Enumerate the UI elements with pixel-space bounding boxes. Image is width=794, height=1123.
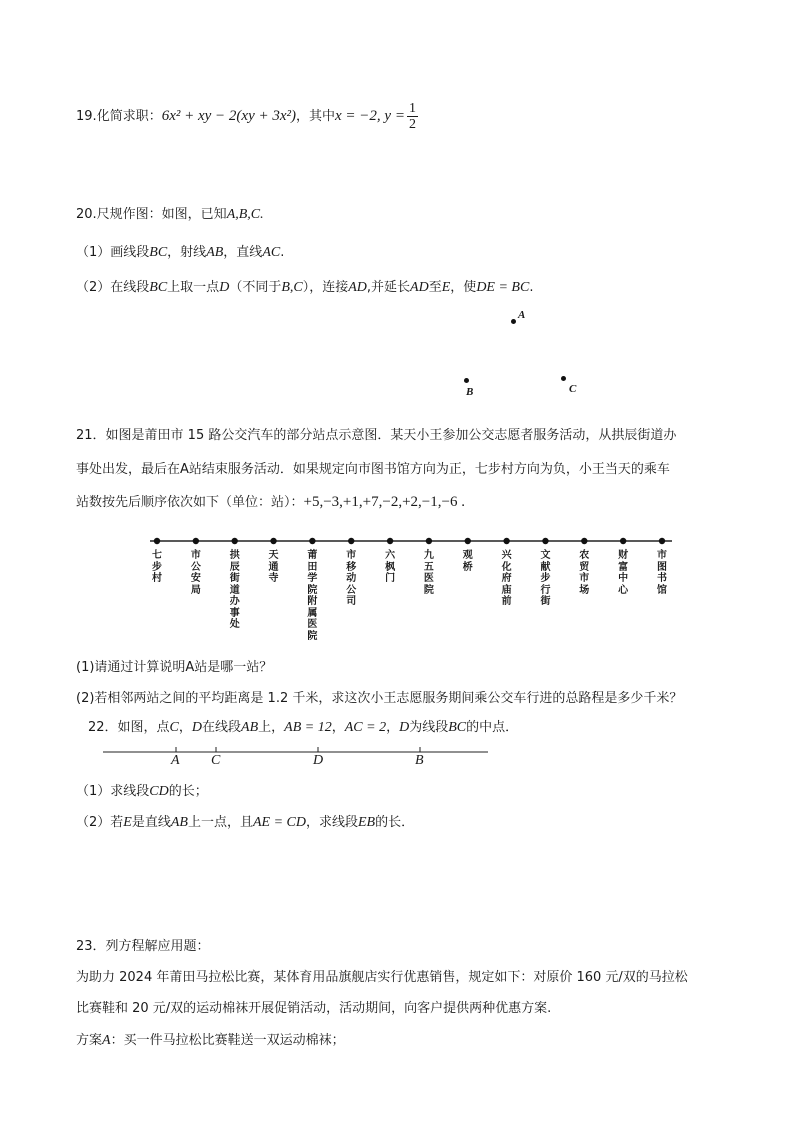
ride-values: +5,−3,+1,+7,−2,+2,−1,−6 .	[303, 494, 465, 510]
question-19-expression: 6x² + xy − 2(xy + 3x²)	[161, 108, 296, 124]
question-21-line-2: 事处出发，最后在A站结束服务活动．如果规定向市图书馆方向为正，七步村方向为负，小王当天的乘车	[76, 462, 670, 477]
bus-stop-label: 六枫门	[385, 550, 396, 584]
question-20-part-1: （1）画线段BC，射线AB，直线AC.	[76, 245, 285, 260]
bus-stop-label: 市公安局	[190, 550, 201, 596]
bus-stop-label: 九五医院	[423, 550, 434, 596]
bus-stop-label: 文献步行街	[540, 550, 551, 607]
bus-stop-label: 农贸市场	[579, 550, 590, 596]
point-b-label: B	[466, 386, 474, 398]
question-20-given: A,B,C.	[226, 207, 264, 222]
segment-label-a: A	[171, 753, 180, 768]
question-21-line-1: 21．如图是莆田市 15 路公交汽车的部分站点示意图．某天小王参加公交志愿者服务活动，从拱辰街道办	[76, 428, 677, 443]
question-20-title: 20.尺规作图：如图，已知A,B,C.	[76, 207, 264, 222]
segment-label-c: C	[211, 753, 221, 768]
question-22-line-1: 22．如图，点C，D在线段AB上，AB = 12，AC = 2，D为线段BC的中点．	[88, 720, 519, 735]
bus-stop-label: 兴化府庙前	[501, 550, 512, 607]
question-19-number: 19.	[76, 109, 97, 124]
question-21-line-3: 站数按先后顺序依次如下（单位：站）：+5,−3,+1,+7,−2,+2,−1,−6 .	[76, 494, 465, 510]
bus-stop-label: 天通寺	[268, 550, 279, 584]
bus-stop-label: 市移动公司	[346, 550, 357, 607]
segment-label-d: D	[313, 753, 324, 768]
fraction-one-half: $\frac{1}{2}$	[408, 101, 416, 132]
point-a-label: A	[518, 309, 526, 321]
bus-stop-label: 市图书馆	[657, 550, 667, 596]
question-22-sub-1: （1）求线段CD的长；	[76, 784, 208, 799]
point-c-label: C	[569, 383, 577, 395]
bus-stop-label: 七步村	[152, 550, 162, 584]
question-21-sub-2: (2)若相邻两站之间的平均距离是 1.2 千米，求这次小王志愿服务期间乘公交车行进的总路程是多少千米？	[76, 691, 683, 706]
segment-label-b: B	[415, 753, 424, 768]
bus-stop-label: 观桥	[462, 550, 473, 573]
question-21-sub-1: (1)请通过计算说明A站是哪一站？	[76, 660, 273, 675]
question-19-prefix: 化简求职：	[96, 109, 162, 124]
question-19-middle: ，其中	[296, 109, 336, 124]
question-19-condition: x = −2, y =	[335, 108, 405, 124]
question-23-line-3: 比赛鞋和 20 元/双的运动棉袜开展促销活动，活动期间，向客户提供两种优惠方案.	[76, 1001, 552, 1016]
bus-stop-label: 财富中心	[618, 550, 629, 596]
bus-stop-label: 莆田学院附属医院	[307, 550, 318, 642]
question-22-sub-2: （2）若E是直线AB上一点，且AE = CD，求线段EB的长．	[76, 815, 415, 830]
question-23-line-1: 23．列方程解应用题：	[76, 939, 210, 954]
question-23-line-2: 为助力 2024 年莆田马拉松比赛，某体育用品旗舰店实行优惠销售，规定如下：对原价 160 元/双的马拉松	[76, 970, 688, 985]
question-20-part-2: （2）在线段BC上取一点D（不同于B,C），连接AD,并延长AD至E，使DE = BC.	[76, 280, 534, 295]
question-23-line-4: 方案A：买一件马拉松比赛鞋送一双运动棉袜；	[76, 1033, 345, 1048]
bus-stop-label: 拱辰街道办事处	[229, 550, 240, 630]
